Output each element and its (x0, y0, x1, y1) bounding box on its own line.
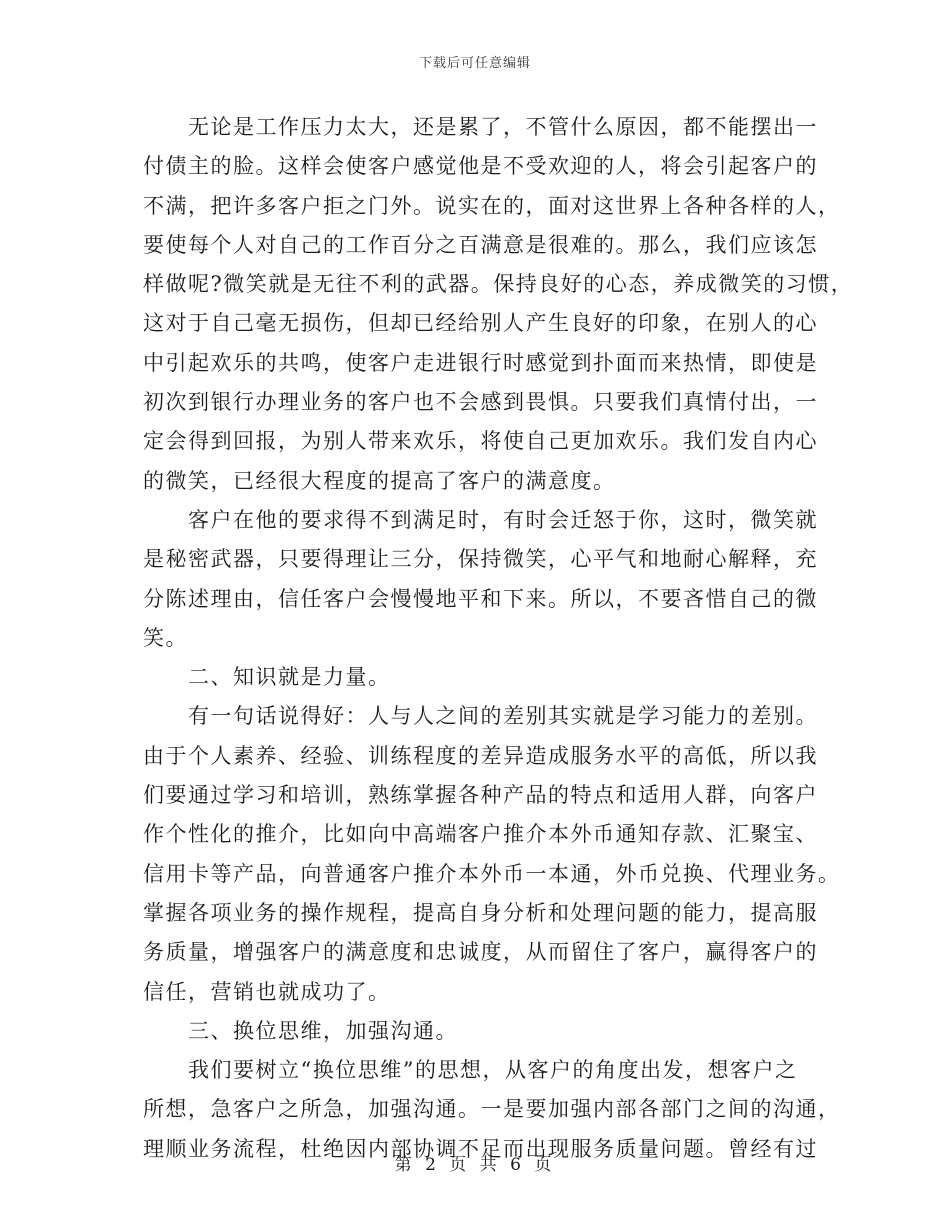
text-line: 定会得到回报，为别人带来欢乐，将使自己更加欢乐。我们发自内心 (143, 429, 818, 454)
text-line: 信用卡等产品，向普通客户推介本外币一本通，外币兑换、代理业务。 (143, 861, 841, 886)
section-heading: 二、知识就是力量。 (143, 665, 391, 690)
page-header: 下载后可任意编辑 (418, 56, 531, 71)
text-line: 付债主的脸。这样会使客户感觉他是不受欢迎的人，将会引起客户的 (143, 154, 818, 179)
text-line: 分陈述理由，信任客户会慢慢地平和下来。所以，不要吝惜自己的微 (143, 586, 818, 611)
text-line: 客户在他的要求得不到满足时，有时会迁怒于你，这时，微笑就 (143, 507, 818, 532)
text-line: 中引起欢乐的共鸣，使客户走进银行时感觉到扑面而来热情，即使是 (143, 350, 818, 375)
text-line: 笑。 (143, 625, 188, 650)
text-line: 信任，营销也就成功了。 (143, 979, 391, 1004)
text-line: 无论是工作压力太大，还是累了，不管什么原因，都不能摆出一 (143, 115, 818, 139)
section-heading: 三、换位思维，加强沟通。 (143, 1018, 458, 1043)
text-line: 作个性化的推介，比如向中高端客户推介本外币通知存款、汇聚宝、 (143, 822, 818, 847)
text-line: 要使每个人对自己的工作百分之百满意是很难的。那么，我们应该怎 (143, 232, 818, 257)
text-line: 掌握各项业务的操作规程，提高自身分析和处理问题的能力，提高服 (143, 900, 818, 925)
text-line: 这对于自己毫无损伤，但却已经给别人产生良好的印象，在别人的心 (143, 311, 818, 336)
text-line: 我们要树立“换位思维”的思想，从客户的角度出发，想客户之 (143, 1058, 798, 1083)
text-line: 不满，把许多客户拒之门外。说实在的，面对这世界上各种各样的人， (143, 193, 841, 218)
text-line: 初次到银行办理业务的客户也不会感到畏惧。只要我们真情付出，一 (143, 390, 818, 415)
text-line: 的微笑，已经很大程度的提高了客户的满意度。 (143, 468, 616, 493)
text-line: 理顺业务流程，杜绝因内部协调不足而出现服务质量问题。曾经有过 (143, 1136, 818, 1161)
text-line: 样做呢?微笑就是无往不利的武器。保持良好的心态，养成微笑的习惯， (143, 272, 854, 297)
body-text (143, 108, 854, 1169)
text-line: 们要通过学习和培训，熟练掌握各种产品的特点和适用人群，向客户 (143, 783, 818, 808)
text-line: 由于个人素养、经验、训练程度的差异造成服务水平的高低，所以我 (143, 743, 818, 768)
text-line: 务质量，增强客户的满意度和忠诚度，从而留住了客户，赢得客户的 (143, 940, 818, 965)
text-line: 有一句话说得好：人与人之间的差别其实就是学习能力的差别。 (143, 704, 818, 729)
text-line: 所想，急客户之所急，加强沟通。一是要加强内部各部门之间的沟通， (143, 1097, 841, 1122)
page-footer: 第 2 页 共 6 页 (394, 1155, 556, 1175)
text-line: 是秘密武器，只要得理让三分，保持微笑，心平气和地耐心解释，充 (143, 547, 818, 572)
